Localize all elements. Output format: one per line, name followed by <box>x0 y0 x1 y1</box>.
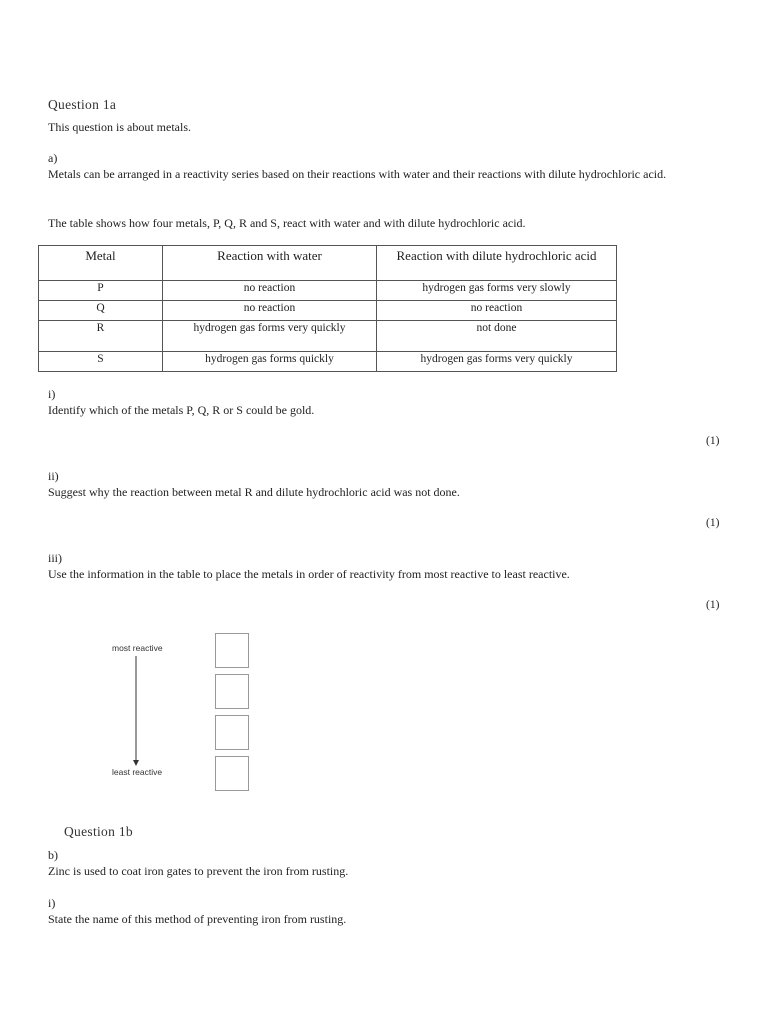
part-b-i-text: State the name of this method of preventing iron from rusting. <box>48 912 347 926</box>
answer-box-1[interactable] <box>215 633 249 668</box>
part-b-label: b) <box>48 848 58 862</box>
least-reactive-label: least reactive <box>112 767 163 777</box>
answer-box-4[interactable] <box>215 756 249 791</box>
part-b-i-label: i) <box>48 896 56 910</box>
acid-cell: no reaction <box>377 301 617 321</box>
part-ii-marks: (1) <box>706 517 720 529</box>
water-cell: hydrogen gas forms very quickly <box>163 321 377 352</box>
water-cell: hydrogen gas forms quickly <box>163 352 377 372</box>
header-water: Reaction with water <box>163 246 377 281</box>
part-iii-marks: (1) <box>706 599 720 611</box>
answer-box-3[interactable] <box>215 715 249 750</box>
reactivity-table <box>38 245 617 372</box>
acid-cell: hydrogen gas forms very quickly <box>377 352 617 372</box>
acid-cell: not done <box>377 321 617 352</box>
part-i-marks: (1) <box>706 435 720 447</box>
header-metal: Metal <box>39 246 163 281</box>
metal-cell: R <box>39 321 163 352</box>
table-row <box>39 281 617 301</box>
water-cell: no reaction <box>163 281 377 301</box>
part-iii-label: iii) <box>48 551 62 565</box>
header-acid: Reaction with dilute hydrochloric acid <box>377 246 617 281</box>
part-b-text: Zinc is used to coat iron gates to prevent the iron from rusting. <box>48 864 349 878</box>
question-1b-title: Question 1b <box>64 824 133 839</box>
part-i-label: i) <box>48 387 56 401</box>
part-iii-text: Use the information in the table to place the metals in order of reactivity from most reactive to least reactive. <box>48 567 570 581</box>
metal-cell: P <box>39 281 163 301</box>
table-row <box>39 352 617 372</box>
most-reactive-label: most reactive <box>112 643 163 653</box>
table-row <box>39 321 617 352</box>
acid-cell: hydrogen gas forms very slowly <box>377 281 617 301</box>
table-intro-text: The table shows how four metals, P, Q, R and S, react with water and with dilute hydrochloric acid. <box>48 216 526 230</box>
table-header-row <box>39 246 617 281</box>
intro-text: This question is about metals. <box>48 120 191 134</box>
down-arrow-icon <box>130 656 142 768</box>
answer-box-2[interactable] <box>215 674 249 709</box>
part-a-label: a) <box>48 151 58 165</box>
metal-cell: S <box>39 352 163 372</box>
question-1a-title: Question 1a <box>48 97 117 112</box>
metal-cell: Q <box>39 301 163 321</box>
part-a-text: Metals can be arranged in a reactivity series based on their reactions with water and their reactions with dilute hydrochloric acid. <box>48 167 667 181</box>
water-cell: no reaction <box>163 301 377 321</box>
part-ii-label: ii) <box>48 469 59 483</box>
part-ii-text: Suggest why the reaction between metal R and dilute hydrochloric acid was not done. <box>48 485 460 499</box>
table-row <box>39 301 617 321</box>
part-i-text: Identify which of the metals P, Q, R or S could be gold. <box>48 403 315 417</box>
